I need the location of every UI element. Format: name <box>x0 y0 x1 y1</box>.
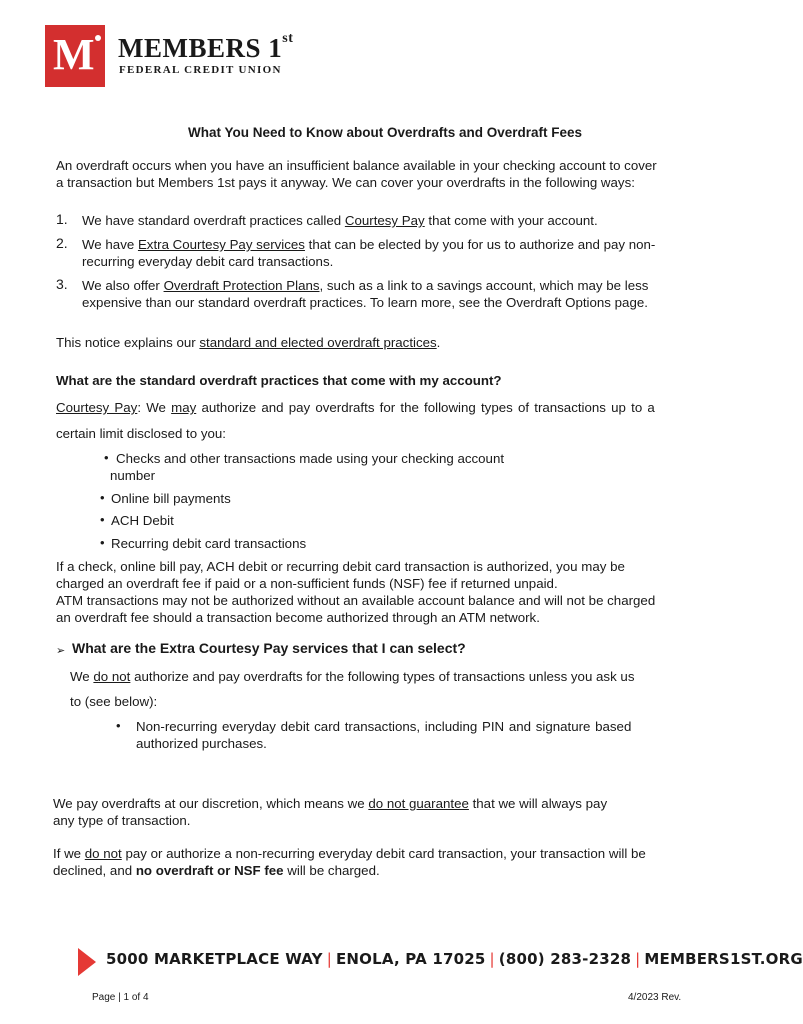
list-item-3-number: 3. <box>56 276 68 292</box>
bullet-item-3: ACH Debit <box>111 513 174 528</box>
footer-phone[interactable]: (800) 283-2328 <box>498 950 632 968</box>
intro-line-2: a transaction but Members 1st pays it anyway. We can cover your overdrafts in the following ways: <box>56 175 635 190</box>
declined-text: If we do not pay or authorize a non-recurring everyday debit card transaction, your transaction will be <box>53 846 646 861</box>
discretion-text: We pay overdrafts at our discretion, which means we do not guarantee that we will always pay <box>53 796 608 811</box>
footer-address: 5000 MARKETPLACE WAY <box>106 950 323 968</box>
list-item-3: We also offer Overdraft Protection Plans, such as a link to a savings account, which may be less <box>82 278 649 293</box>
section1-intro-cont: certain limit disclosed to you: <box>56 426 226 441</box>
section2-bullet-cont: authorized purchases. <box>136 736 267 751</box>
section1-para-1: If a check, online bill pay, ACH debit or recurring debit card transaction is authorized, you may be <box>56 559 625 574</box>
section2-heading: What are the Extra Courtesy Pay services that I can select? <box>72 640 466 656</box>
footer-arrow-icon <box>78 948 96 976</box>
discretion-text-cont: any type of transaction. <box>53 813 191 828</box>
footer-contact: 5000 MARKETPLACE WAY | ENOLA, PA 17025 | (800) 283-2328 | MEMBERS1ST.ORG <box>106 950 803 968</box>
brand-superscript: st <box>282 31 294 46</box>
practices-link[interactable]: standard and elected overdraft practices <box>199 335 437 350</box>
footer-website[interactable]: MEMBERS1ST.ORG <box>644 950 803 968</box>
list-item-1-number: 1. <box>56 211 68 227</box>
section1-para-2: charged an overdraft fee if paid or a non-sufficient funds (NSF) fee if returned unpaid. <box>56 576 558 591</box>
section1-para-3: ATM transactions may not be authorized without an available account balance and will not be charged <box>56 593 656 608</box>
bullet-dot: • <box>100 512 105 527</box>
bullet-dot: • <box>100 535 105 550</box>
bullet-dot: • <box>100 490 105 505</box>
list-item-2: We have Extra Courtesy Pay services that can be elected by you for us to authorize and pay non- <box>82 237 656 252</box>
do-not-guarantee-link[interactable]: do not guarantee <box>368 796 469 811</box>
page-number: Page | 1 of 4 <box>92 992 149 1003</box>
brand-name: MEMBERS 1st <box>118 31 294 63</box>
bullet-item-2: Online bill payments <box>111 491 231 506</box>
intro-line-1: An overdraft occurs when you have an insufficient balance available in your checking account to cover <box>56 158 657 173</box>
logo-mark <box>45 25 105 87</box>
logo-dot <box>95 35 101 41</box>
list-item-2-cont: recurring everyday debit card transactions. <box>82 254 334 269</box>
section1-intro: Courtesy Pay: We may authorize and pay overdrafts for the following types of transactions up to a <box>56 400 655 415</box>
section2-bullet: Non-recurring everyday debit card transactions, including PIN and signature based <box>136 719 632 734</box>
logo-letter: M <box>53 30 95 79</box>
overdraft-protection-link[interactable]: Overdraft Protection Plans <box>163 278 320 293</box>
section2-intro-cont: to (see below): <box>70 694 158 709</box>
brand-subtitle: FEDERAL CREDIT UNION <box>119 64 282 76</box>
courtesy-pay-link[interactable]: Courtesy Pay <box>344 213 425 228</box>
bullet-dot: • <box>104 450 109 465</box>
arrow-bullet-icon: ➢ <box>56 645 66 657</box>
courtesy-pay-link-2[interactable]: Courtesy Pay <box>56 400 138 415</box>
notice-text: This notice explains our standard and elected overdraft practices. <box>56 335 441 350</box>
list-item-3-cont: expensive than our standard overdraft practices. To learn more, see the Overdraft Options page. <box>82 295 648 310</box>
section1-heading: What are the standard overdraft practices that come with my account? <box>56 373 502 388</box>
list-item-1: We have standard overdraft practices called Courtesy Pay that come with your account. <box>82 213 598 228</box>
declined-text-cont: declined, and no overdraft or NSF fee will be charged. <box>53 863 380 878</box>
bullet-dot: • <box>116 718 121 733</box>
extra-courtesy-pay-link[interactable]: Extra Courtesy Pay services <box>137 237 305 252</box>
section1-para-4: an overdraft fee should a transaction become authorized through an ATM network. <box>56 610 540 625</box>
section2-intro: We do not authorize and pay overdrafts for the following types of transactions unless you ask us <box>70 669 635 684</box>
list-item-2-number: 2. <box>56 235 68 251</box>
bullet-item-1: Checks and other transactions made using your checking account <box>116 451 505 466</box>
page-title: What You Need to Know about Overdrafts and Overdraft Fees <box>187 125 583 140</box>
revision-date: 4/2023 Rev. <box>628 992 682 1003</box>
bullet-item-4: Recurring debit card transactions <box>111 536 307 551</box>
footer-city: ENOLA, PA 17025 <box>335 950 486 968</box>
bullet-item-1-cont: number <box>110 468 156 483</box>
